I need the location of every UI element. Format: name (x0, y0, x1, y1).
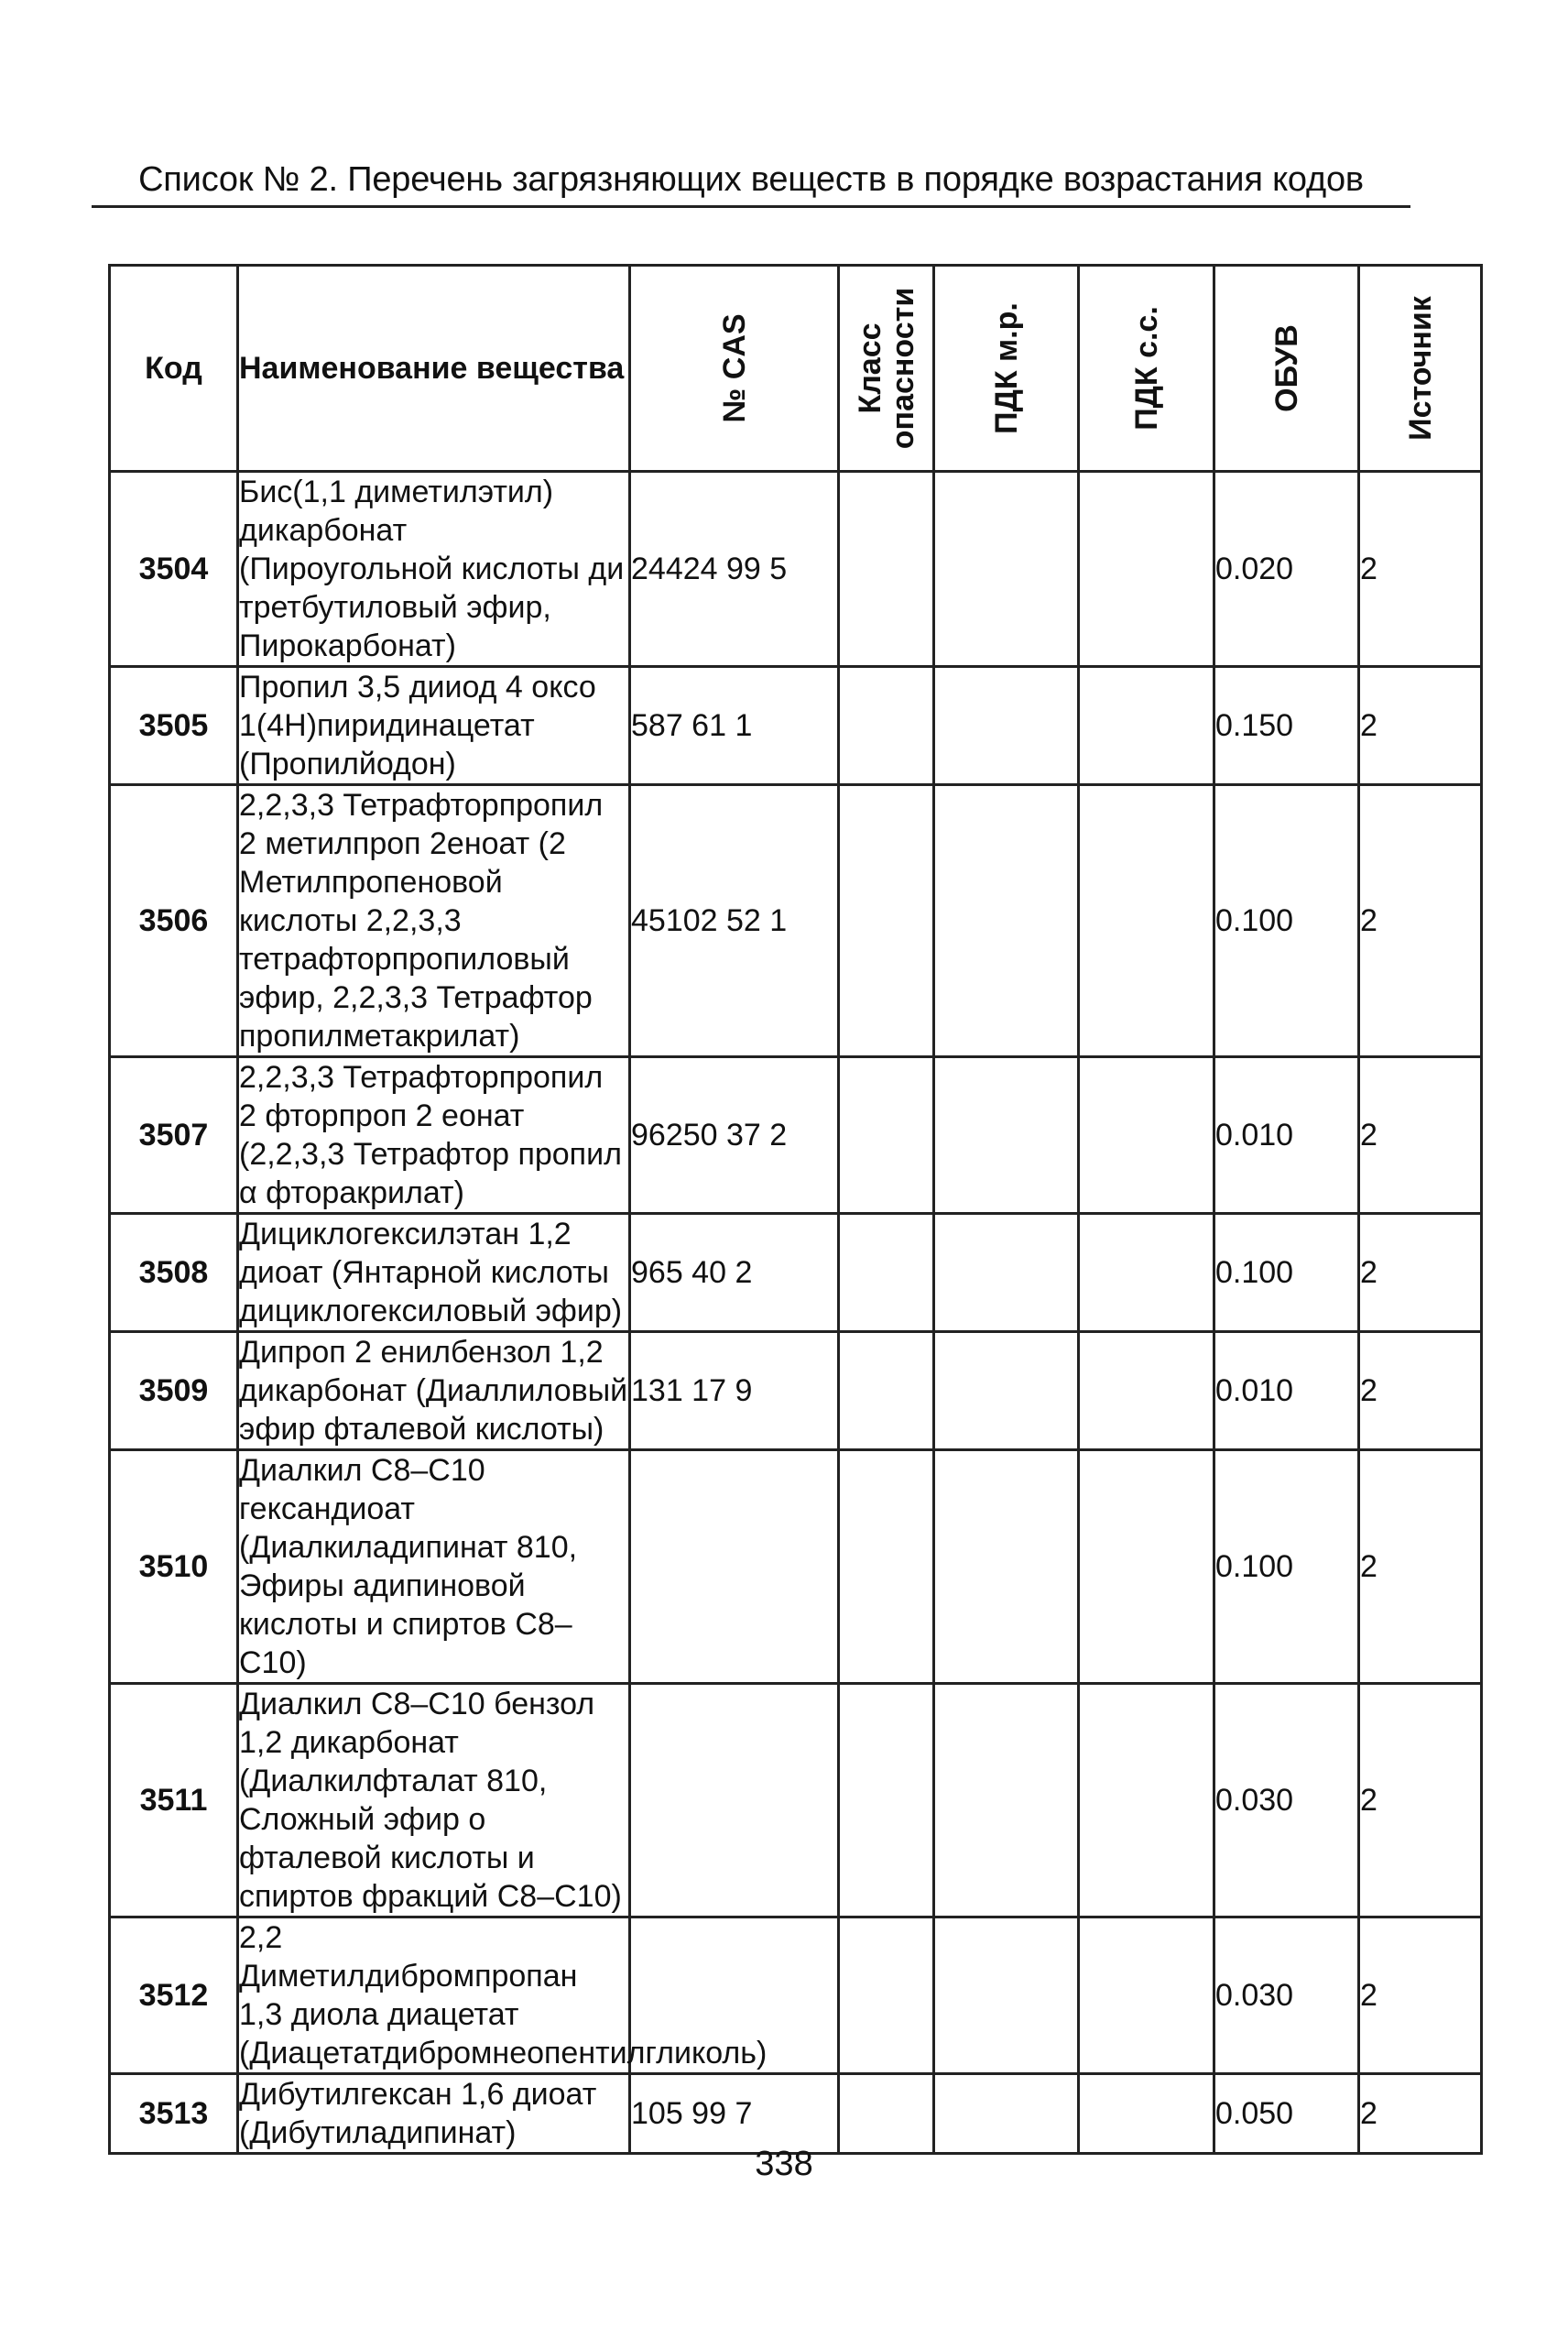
row-obuv: 0.150 (1214, 667, 1359, 785)
row-code: 3505 (110, 667, 238, 785)
row-source: 2 (1359, 1450, 1482, 1684)
row-substance-name: 2,2 Диметилдибромпропан 1,3 диола диацетат (Диацетатдибромнеопентилгликоль) (238, 1917, 630, 2074)
row-obuv: 0.100 (1214, 785, 1359, 1057)
row-source: 2 (1359, 1057, 1482, 1214)
row-obuv: 0.100 (1214, 1214, 1359, 1332)
column-header-pdk-mr (934, 266, 1079, 472)
row-code: 3508 (110, 1214, 238, 1332)
row-obuv: 0.030 (1214, 1917, 1359, 2074)
row-substance-name: Дибутилгексан 1,6 диоат (Дибутиладипинат) (238, 2074, 630, 2154)
row-code: 3510 (110, 1450, 238, 1684)
row-obuv: 0.010 (1214, 1057, 1359, 1214)
row-source: 2 (1359, 1332, 1482, 1450)
table-header-row (110, 266, 1482, 472)
row-cas-number: 587 61 1 (630, 667, 839, 785)
row-hazard-class (839, 472, 934, 667)
row-substance-name: Дициклогексилэтан 1,2 диоат (Янтарной кислоты дициклогексиловый эфир) (238, 1214, 630, 1332)
column-header-cas-label: № CAS (716, 313, 752, 423)
column-header-hazard-line2: опасности (885, 287, 920, 450)
row-pdk-ss (1079, 667, 1214, 785)
row-substance-name: Бис(1,1 диметилэтил) дикарбонат (Пироугольной кислоты ди третбутиловый эфир, Пирокарбонат) (238, 472, 630, 667)
row-code: 3504 (110, 472, 238, 667)
row-pdk-mr (934, 1332, 1079, 1450)
row-source: 2 (1359, 785, 1482, 1057)
row-pdk-ss (1079, 1332, 1214, 1450)
row-substance-name: Дипроп 2 енилбензол 1,2 дикарбонат (Диаллиловый эфир фталевой кислоты) (238, 1332, 630, 1450)
table-row (110, 472, 1482, 667)
substances-table (108, 264, 1483, 2155)
row-hazard-class (839, 1332, 934, 1450)
row-obuv: 0.100 (1214, 1450, 1359, 1684)
row-pdk-mr (934, 1214, 1079, 1332)
row-hazard-class (839, 1057, 934, 1214)
row-substance-name: Пропил 3,5 дииод 4 оксо 1(4Н)пиридинацетат (Пропилйодон) (238, 667, 630, 785)
row-pdk-ss (1079, 472, 1214, 667)
table-row (110, 1917, 1482, 2074)
table-row (110, 667, 1482, 785)
column-header-code: Код (110, 266, 238, 472)
row-obuv: 0.020 (1214, 472, 1359, 667)
row-hazard-class (839, 1450, 934, 1684)
row-cas-number (630, 1684, 839, 1917)
row-pdk-ss (1079, 1057, 1214, 1214)
row-cas-number: 24424 99 5 (630, 472, 839, 667)
page-header (92, 154, 1410, 208)
row-substance-name: Диалкил C8–C10 бензол 1,2 дикарбонат (Диалкилфталат 810, Сложный эфир о фталевой кислоты и спиртов фракций C8–C10) (238, 1684, 630, 1917)
row-pdk-mr (934, 1684, 1079, 1917)
list-title: Список № 2. Перечень загрязняющих веществ в порядке возрастания кодов (138, 160, 1364, 199)
row-pdk-mr (934, 785, 1079, 1057)
row-hazard-class (839, 667, 934, 785)
row-substance-name: 2,2,3,3 Тетрафторпропил 2 метилпроп 2еноат (2 Метилпропеновой кислоты 2,2,3,3 тетрафторпропиловый эфир, 2,2,3,3 Тетрафтор пропилметакрилат) (238, 785, 630, 1057)
row-pdk-ss (1079, 1684, 1214, 1917)
table-row (110, 785, 1482, 1057)
row-pdk-ss (1079, 1450, 1214, 1684)
column-header-hazard-class (839, 266, 934, 472)
row-code: 3513 (110, 2074, 238, 2154)
row-hazard-class (839, 785, 934, 1057)
row-code: 3511 (110, 1684, 238, 1917)
row-pdk-ss (1079, 1917, 1214, 2074)
column-header-source-label: Источник (1402, 296, 1438, 441)
row-source: 2 (1359, 2074, 1482, 2154)
row-obuv: 0.030 (1214, 1684, 1359, 1917)
row-cas-number: 96250 37 2 (630, 1057, 839, 1214)
row-substance-name: Диалкил C8–C10 гександиоат (Диалкиладипинат 810, Эфиры адипиновой кислоты и спиртов C8–C10) (238, 1450, 630, 1684)
row-pdk-mr (934, 1917, 1079, 2074)
row-pdk-mr (934, 1057, 1079, 1214)
column-header-pdk-mr-label: ПДК м.р. (988, 302, 1024, 434)
row-cas-number: 105 99 7 (630, 2074, 839, 2154)
row-pdk-mr (934, 1450, 1079, 1684)
row-hazard-class (839, 1214, 934, 1332)
column-header-name: Наименование вещества (238, 266, 630, 472)
row-cas-number: 45102 52 1 (630, 785, 839, 1057)
table-row (110, 1450, 1482, 1684)
row-hazard-class (839, 1684, 934, 1917)
column-header-pdk-ss (1079, 266, 1214, 472)
row-cas-number: 131 17 9 (630, 1332, 839, 1450)
column-header-pdk-ss-label: ПДК с.с. (1128, 306, 1164, 431)
row-obuv: 0.010 (1214, 1332, 1359, 1450)
row-code: 3512 (110, 1917, 238, 2074)
row-source: 2 (1359, 472, 1482, 667)
row-pdk-ss (1079, 1214, 1214, 1332)
row-pdk-ss (1079, 785, 1214, 1057)
row-pdk-mr (934, 667, 1079, 785)
row-source: 2 (1359, 667, 1482, 785)
row-hazard-class (839, 1917, 934, 2074)
row-cas-number (630, 1450, 839, 1684)
column-header-obuv-label: ОБУВ (1269, 324, 1304, 412)
row-cas-number: 965 40 2 (630, 1214, 839, 1332)
row-code: 3507 (110, 1057, 238, 1214)
page-number: 338 (755, 2145, 813, 2183)
table-row (110, 1332, 1482, 1450)
table-row (110, 1057, 1482, 1214)
row-code: 3509 (110, 1332, 238, 1450)
row-code: 3506 (110, 785, 238, 1057)
row-obuv: 0.050 (1214, 2074, 1359, 2154)
row-source: 2 (1359, 1684, 1482, 1917)
table-row (110, 1684, 1482, 1917)
column-header-cas (630, 266, 839, 472)
row-source: 2 (1359, 1214, 1482, 1332)
column-header-obuv (1214, 266, 1359, 472)
row-source: 2 (1359, 1917, 1482, 2074)
column-header-source (1359, 266, 1482, 472)
table-row (110, 1214, 1482, 1332)
row-pdk-mr (934, 472, 1079, 667)
column-header-hazard-line1: Класс (852, 322, 887, 414)
row-substance-name: 2,2,3,3 Тетрафторпропил 2 фторпроп 2 еонат (2,2,3,3 Тетрафтор пропил α фторакрилат) (238, 1057, 630, 1214)
